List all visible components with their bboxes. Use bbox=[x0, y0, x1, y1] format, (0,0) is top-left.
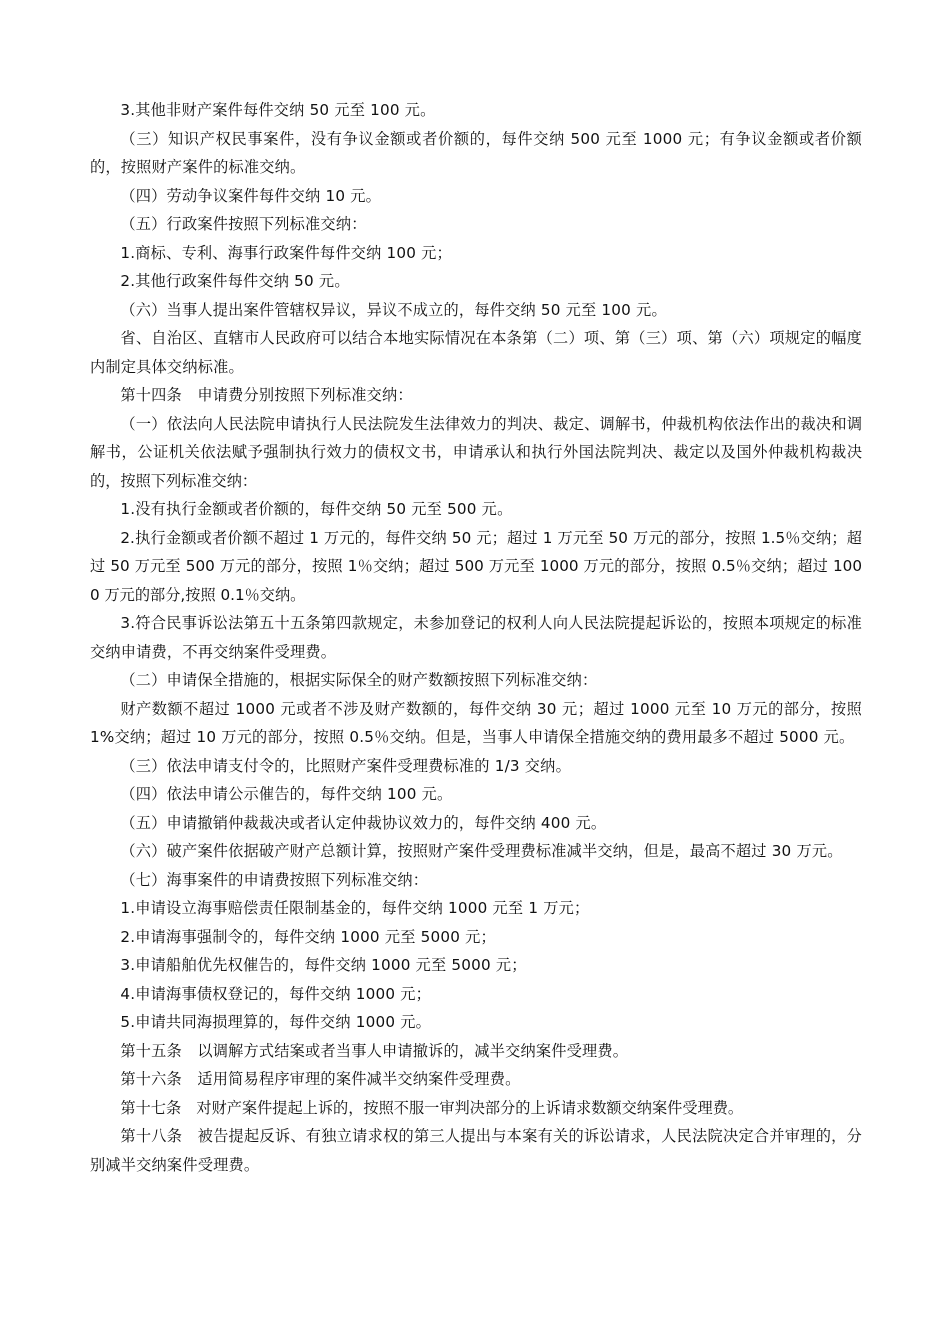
paragraph: （六）当事人提出案件管辖权异议，异议不成立的，每件交纳 50 元至 100 元。 bbox=[120, 300, 667, 319]
paragraph: 1.申请设立海事赔偿责任限制基金的，每件交纳 1000 元至 1 万元； bbox=[120, 899, 590, 917]
paragraph: （五）申请撤销仲裁裁决或者认定仲裁协议效力的，每件交纳 400 元。 bbox=[120, 813, 607, 832]
document-body bbox=[90, 96, 862, 1179]
paragraph: 2.其他行政案件每件交纳 50 元。 bbox=[120, 272, 350, 290]
paragraph: （五）行政案件按照下列标准交纳： bbox=[120, 215, 367, 233]
article-paragraph: 第十六条 适用简易程序审理的案件减半交纳案件受理费。 bbox=[120, 1070, 521, 1088]
article-heading: 第十四条 申请费分别按照下列标准交纳： bbox=[120, 386, 413, 404]
article-paragraph: 第十五条 以调解方式结案或者当事人申请撤诉的，减半交纳案件受理费。 bbox=[120, 1041, 629, 1060]
paragraph: （三）依法申请支付令的，比照财产案件受理费标准的 1/3 交纳。 bbox=[120, 756, 571, 775]
paragraph: 省、自治区、直辖市人民政府可以结合本地实际情况在本条第（二）项、第（三）项、第（六）项规定的幅度内制定具体交纳标准。 bbox=[90, 329, 862, 376]
paragraph: 3.符合民事诉讼法第五十五条第四款规定，未参加登记的权利人向人民法院提起诉讼的，按照本项规定的标准交纳申请费，不再交纳案件受理费。 bbox=[90, 614, 862, 661]
paragraph: （七）海事案件的申请费按照下列标准交纳： bbox=[120, 870, 429, 889]
paragraph: 5.申请共同海损理算的，每件交纳 1000 元。 bbox=[120, 1013, 431, 1031]
paragraph: （六）破产案件依据破产财产总额计算，按照财产案件受理费标准减半交纳，但是，最高不超过 30 万元。 bbox=[120, 842, 843, 860]
paragraph: （三）知识产权民事案件，没有争议金额或者价额的，每件交纳 500 元至 1000 元；有争议金额或者价额的，按照财产案件的标准交纳。 bbox=[90, 129, 862, 176]
paragraph: （四）依法申请公示催告的，每件交纳 100 元。 bbox=[120, 785, 453, 803]
paragraph: （一）依法向人民法院申请执行人民法院发生法律效力的判决、裁定、调解书，仲裁机构依法作出的裁决和调解书，公证机关依法赋予强制执行效力的债权文书，申请承认和执行外国法院判决、裁定以及国外仲裁机构裁决的，按照下列标准交纳： bbox=[90, 414, 862, 490]
paragraph: 3.其他非财产案件每件交纳 50 元至 100 元。 bbox=[120, 101, 436, 119]
paragraph: 财产数额不超过 1000 元或者不涉及财产数额的，每件交纳 30 元；超过 1000 元至 10 万元的部分，按照 1%交纳；超过 10 万元的部分，按照 0.5％交纳。但是，当事人申请保全措施交纳的费用最多不超过 5000 元。 bbox=[90, 699, 862, 746]
article-paragraph: 第十八条 被告提起反诉、有独立请求权的第三人提出与本案有关的诉讼请求，人民法院决定合并审理的，分别减半交纳案件受理费。 bbox=[90, 1127, 862, 1174]
paragraph: 2.执行金额或者价额不超过 1 万元的，每件交纳 50 元；超过 1 万元至 50 万元的部分，按照 1.5％交纳；超过 50 万元至 500 万元的部分，按照 1％交纳；超过 500 万元至 1000 万元的部分，按照 0.5％交纳；超过 1000 万元的部分,按照 0.1％交纳。 bbox=[90, 528, 862, 604]
paragraph: （四）劳动争议案件每件交纳 10 元。 bbox=[120, 186, 381, 205]
paragraph: 1.没有执行金额或者价额的，每件交纳 50 元至 500 元。 bbox=[120, 500, 513, 518]
paragraph: 3.申请船舶优先权催告的，每件交纳 1000 元至 5000 元； bbox=[120, 956, 527, 974]
paragraph: （二）申请保全措施的，根据实际保全的财产数额按照下列标准交纳： bbox=[120, 671, 598, 689]
paragraph: 2.申请海事强制令的，每件交纳 1000 元至 5000 元； bbox=[120, 927, 496, 946]
paragraph: 4.申请海事债权登记的，每件交纳 1000 元； bbox=[120, 984, 431, 1003]
article-paragraph: 第十七条 对财产案件提起上诉的，按照不服一审判决部分的上诉请求数额交纳案件受理费。 bbox=[120, 1098, 744, 1117]
paragraph: 1.商标、专利、海事行政案件每件交纳 100 元； bbox=[120, 243, 452, 262]
